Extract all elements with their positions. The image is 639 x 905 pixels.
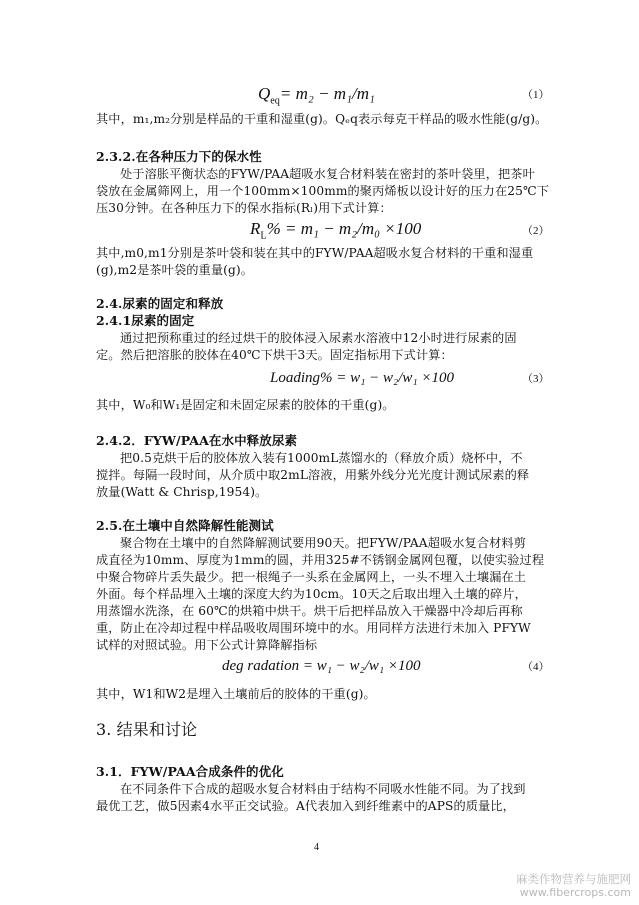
paragraph-line: 试样的对照试验。用下公式计算降解指标: [96, 638, 318, 652]
eq1-lhs-sub: eq: [270, 95, 280, 107]
equation-3: Loading% = w₁ − w₂/w₁ ×100: [270, 370, 454, 386]
watermark-url: www.fibercrops.com: [519, 886, 631, 899]
paragraph-line: 其中，m₁,m₂分别是样品的干重和湿重(g)。Qₑq表示每克干样品的吸水性能(g/g)。: [96, 112, 548, 126]
equation-4-number: （4）: [522, 661, 550, 673]
paragraph-line: 重，防止在冷却过程中样品吸收周围环境中的水。用同样方法进行未加入 PFYW: [96, 621, 531, 635]
page-number: 4: [314, 842, 319, 853]
eq1-lhs: Q: [258, 84, 271, 103]
paragraph-line: 处于溶胀平衡状态的FYW/PAA超吸水复合材料装在密封的茶叶袋里，把茶叶: [120, 167, 535, 181]
section-heading-2-4-1: 2.4.1尿素的固定: [96, 313, 195, 328]
equation-1: [258, 84, 375, 111]
paragraph-line: (g),m2是茶叶袋的重量(g)。: [96, 263, 254, 277]
watermark: [516, 872, 631, 899]
watermark-title: 麻类作物营养与施肥网: [516, 872, 631, 886]
paragraph-line: 其中，W1和W2是埋入土壤前后的胶体的干重(g)。: [96, 687, 376, 701]
paragraph-line: 成直径为10mm、厚度为1mm的圆，并用325#不锈钢金属网包覆，以使实验过程: [96, 553, 545, 567]
section-heading-2-5: 2.5.在土壤中自然降解性能测试: [96, 518, 274, 533]
paragraph-line: 把0.5克烘干后的胶体放入装有1000mL蒸馏水的（释放介质）烧杯中，不: [120, 451, 523, 465]
section-heading-2-3-2: 2.3.2.在各种压力下的保水性: [96, 149, 262, 164]
paragraph-line: 中聚合物碎片丢失最少。把一根绳子一头系在金属网上，一头不埋入土壤漏在土: [96, 570, 527, 584]
eq1-rhs: = m₂ − m₁/m₁: [279, 84, 375, 103]
paragraph-line: 通过把预称重过的经过烘干的胶体浸入尿素水溶液中12小时进行尿素的固: [120, 331, 517, 345]
equation-2-number: （2）: [522, 225, 550, 237]
section-heading-3: 3. 结果和讨论: [96, 720, 198, 739]
eq2-lhs-sub: L: [260, 230, 267, 242]
paragraph-line: 外面。每个样品埋入土壤的深度大约为10cm。10天之后取出埋入土壤的碎片，: [96, 587, 527, 601]
eq2-lhs: R: [250, 219, 261, 238]
paragraph-line: 聚合物在土壤中的自然降解测试要用90天。把FYW/PAA超吸水复合材料剪: [120, 536, 526, 550]
paragraph-line: 在不同条件下合成的超吸水复合材料由于结构不同吸水性能不同。为了找到: [120, 782, 526, 796]
paragraph-line: 搅拌。每隔一段时间，从介质中取2mL溶液，用紫外线分光光度计测试尿素的释: [96, 468, 530, 482]
equation-3-number: （3）: [522, 373, 550, 385]
section-heading-2-4-2: 2.4.2．FYW/PAA在水中释放尿素: [96, 433, 298, 448]
eq2-rhs: % = m₁ − m₂/m₀ ×100: [266, 219, 422, 238]
paragraph-line: 压30分钟。在各种压力下的保水指标(Rₗ)用下式计算：: [96, 201, 392, 215]
section-heading-3-1: 3.1．FYW/PAA合成条件的优化: [96, 764, 284, 779]
paragraph-line: 放量(Watt & Chrisp,1954)。: [96, 485, 268, 499]
paragraph-line: 定。然后把溶胀的胶体在40℃下烘干3天。固定指标用下式计算：: [96, 348, 453, 362]
equation-2: [250, 219, 421, 246]
paragraph-line: 其中，W₀和W₁是固定和未固定尿素的胶体的干重(g)。: [96, 398, 395, 412]
paragraph-line: 其中,m0,m1分别是茶叶袋和装在其中的FYW/PAA超吸水复合材料的干重和湿重: [96, 246, 534, 260]
equation-4: deg radation = w₁ − w₂/w₁ ×100: [222, 658, 421, 674]
equation-1-number: （1）: [522, 89, 550, 101]
paragraph-line: 最优工艺，做5因素4水平正交试验。A代表加入到纤维素中的APS的质量比，: [96, 799, 515, 813]
section-heading-2-4: 2.4.尿素的固定和释放: [96, 296, 224, 311]
paragraph-line: 袋放在金属筛网上，用一个100mm×100mm的聚丙烯板以设计好的压力在25℃下: [96, 184, 549, 198]
paragraph-line: 用蒸馏水洗涤，在 60℃的烘箱中烘干。烘干后把样品放入干燥器中冷却后再称: [96, 604, 523, 618]
